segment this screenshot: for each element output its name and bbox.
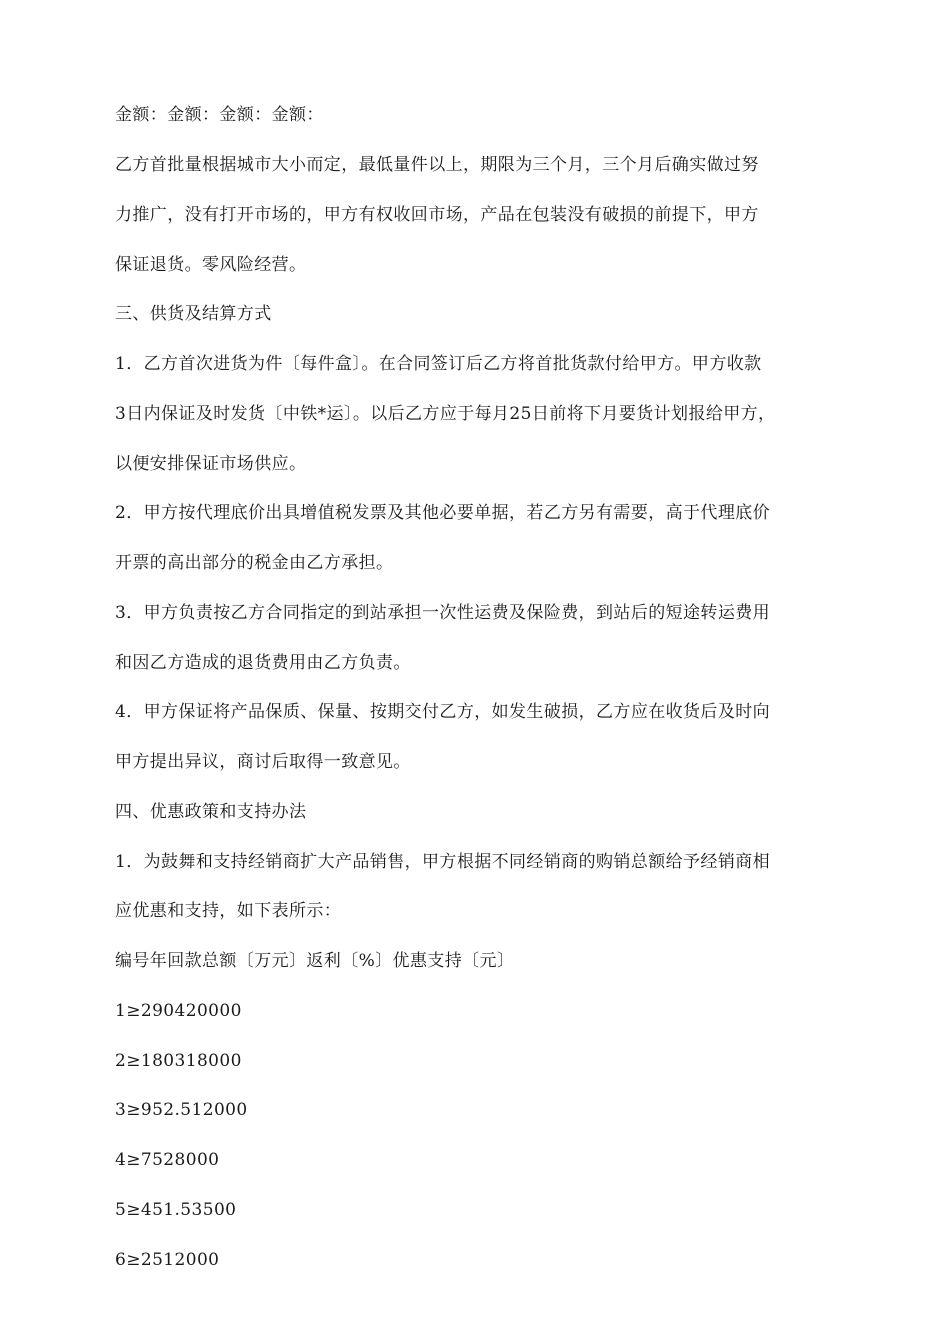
table-row: 1≥290420000 bbox=[115, 1001, 242, 1021]
table-row: 4≥7528000 bbox=[115, 1150, 220, 1170]
clause-line: 3．甲方负责按乙方合同指定的到站承担一次性运费及保险费，到站后的短途转运费用 bbox=[115, 603, 771, 623]
clause-line: 甲方提出异议，商讨后取得一致意见。 bbox=[115, 752, 411, 772]
clause-line: 4．甲方保证将产品保质、保量、按期交付乙方，如发生破损，乙方应在收货后及时向 bbox=[115, 702, 771, 722]
clause-line: 1．为鼓舞和支持经销商扩大产品销售，甲方根据不同经销商的购销总额给予经销商相 bbox=[115, 852, 771, 872]
section-heading-supply: 三、供货及结算方式 bbox=[115, 304, 272, 324]
clause-line: 和因乙方造成的退货费用由乙方负责。 bbox=[115, 653, 411, 673]
clause-line: 应优惠和支持，如下表所示： bbox=[115, 901, 342, 921]
table-row: 3≥952.512000 bbox=[115, 1100, 248, 1120]
clause-line: 1．乙方首次进货为件〔每件盒〕。在合同签订后乙方将首批货款付给甲方。甲方收款 bbox=[115, 354, 762, 374]
clause-line: 3日内保证及时发货〔中铁*运〕。以后乙方应于每月25日前将下月要货计划报给甲方， bbox=[115, 404, 776, 424]
table-row: 2≥180318000 bbox=[115, 1051, 242, 1071]
paragraph-line: 乙方首批量根据城市大小而定，最低量件以上，期限为三个月，三个月后确实做过努 bbox=[115, 155, 759, 175]
clause-line: 2．甲方按代理底价出具增值税发票及其他必要单据，若乙方另有需要，高于代理底价 bbox=[115, 503, 771, 523]
amount-labels-line: 金额：金额：金额：金额： bbox=[115, 105, 324, 125]
paragraph-line: 力推广，没有打开市场的，甲方有权收回市场，产品在包装没有破损的前提下，甲方 bbox=[115, 205, 759, 225]
clause-line: 开票的高出部分的税金由乙方承担。 bbox=[115, 553, 394, 573]
table-row: 6≥2512000 bbox=[115, 1250, 220, 1270]
table-header-line: 编号年回款总额〔万元〕返利〔%〕优惠支持〔元〕 bbox=[115, 951, 515, 971]
paragraph-line: 保证退货。零风险经营。 bbox=[115, 255, 307, 275]
table-row: 5≥451.53500 bbox=[115, 1200, 237, 1220]
section-heading-incentives: 四、优惠政策和支持办法 bbox=[115, 802, 307, 822]
clause-line: 以便安排保证市场供应。 bbox=[115, 454, 307, 474]
